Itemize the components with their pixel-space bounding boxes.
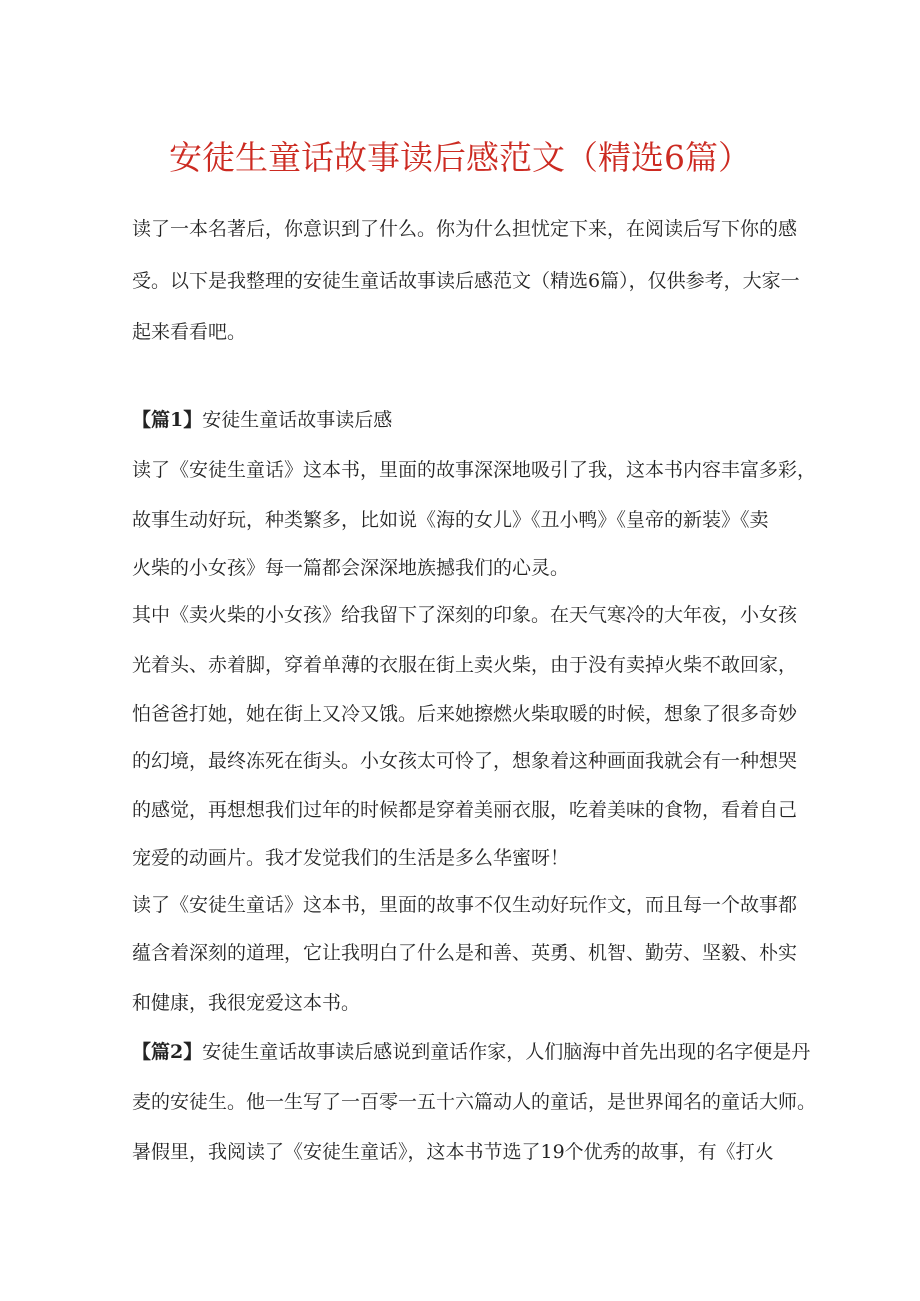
section1-p1-line: 故事生动好玩，种类繁多，比如说《海的女儿》《丑小鸭》《皇帝的新装》《卖 [132, 509, 769, 531]
section1-heading [132, 405, 392, 435]
section1-p3-line: 和健康，我很宠爱这本书。 [132, 992, 361, 1014]
intro-line: 读了一本名著后，你意识到了什么。你为什么担忧定下来，在阅读后写下你的感 [132, 218, 798, 240]
section2-first-line-text: 安徒生童话故事读后感说到童话作家，人们脑海中首先出现的名字便是丹 [202, 1041, 811, 1063]
section1-p2-line: 光着头、赤着脚，穿着单薄的衣服在街上卖火柴，由于没有卖掉火柴不敢回家， [132, 654, 798, 676]
section2-first-line [132, 1037, 810, 1067]
section1-p1-line: 火柴的小女孩》每一篇都会深深地族撼我们的心灵。 [132, 557, 570, 579]
section2-label: 【篇2】 [132, 1041, 203, 1063]
section1-p2-line: 怕爸爸打她，她在街上又冷又饿。后来她擦燃火柴取暖的时候，想象了很多奇妙 [132, 703, 798, 725]
section1-p2-line: 宠爱的动画片。我才发觉我们的生活是多么华蜜呀！ [132, 847, 570, 869]
section1-p2-line: 的感觉，再想想我们过年的时候都是穿着美丽衣服，吃着美味的食物，看着自己 [132, 799, 798, 821]
section1-label: 【篇1】 [132, 409, 203, 431]
section1-p3-line: 读了《安徒生童话》这本书，里面的故事不仅生动好玩作文，而且每一个故事都 [132, 894, 798, 916]
intro-line: 起来看看吧。 [132, 321, 247, 343]
section2-line: 麦的安徒生。他一生写了一百零一五十六篇动人的童话，是世界闻名的童话大师。 [132, 1091, 817, 1113]
section1-p1-line: 读了《安徒生童话》这本书，里面的故事深深地吸引了我，这本书内容丰富多彩， [132, 459, 817, 481]
section1-heading-text: 安徒生童话故事读后感 [202, 409, 393, 431]
section1-p2-line: 的幻境，最终冻死在街头。小女孩太可怜了，想象着这种画面我就会有一种想哭 [132, 750, 798, 772]
section2-line: 暑假里，我阅读了《安徒生童话》，这本书节选了19个优秀的故事，有《打火 [132, 1141, 774, 1163]
document-title: 安徒生童话故事读后感范文（精选6篇） [169, 138, 751, 177]
section1-p3-line: 蕴含着深刻的道理，它让我明白了什么是和善、英勇、机智、勤劳、坚毅、朴实 [132, 942, 798, 964]
section1-p2-line: 其中《卖火柴的小女孩》给我留下了深刻的印象。在天气寒冷的大年夜，小女孩 [132, 604, 798, 626]
intro-line: 受。以下是我整理的安徒生童话故事读后感范文（精选6篇），仅供参考，大家一 [132, 270, 800, 292]
